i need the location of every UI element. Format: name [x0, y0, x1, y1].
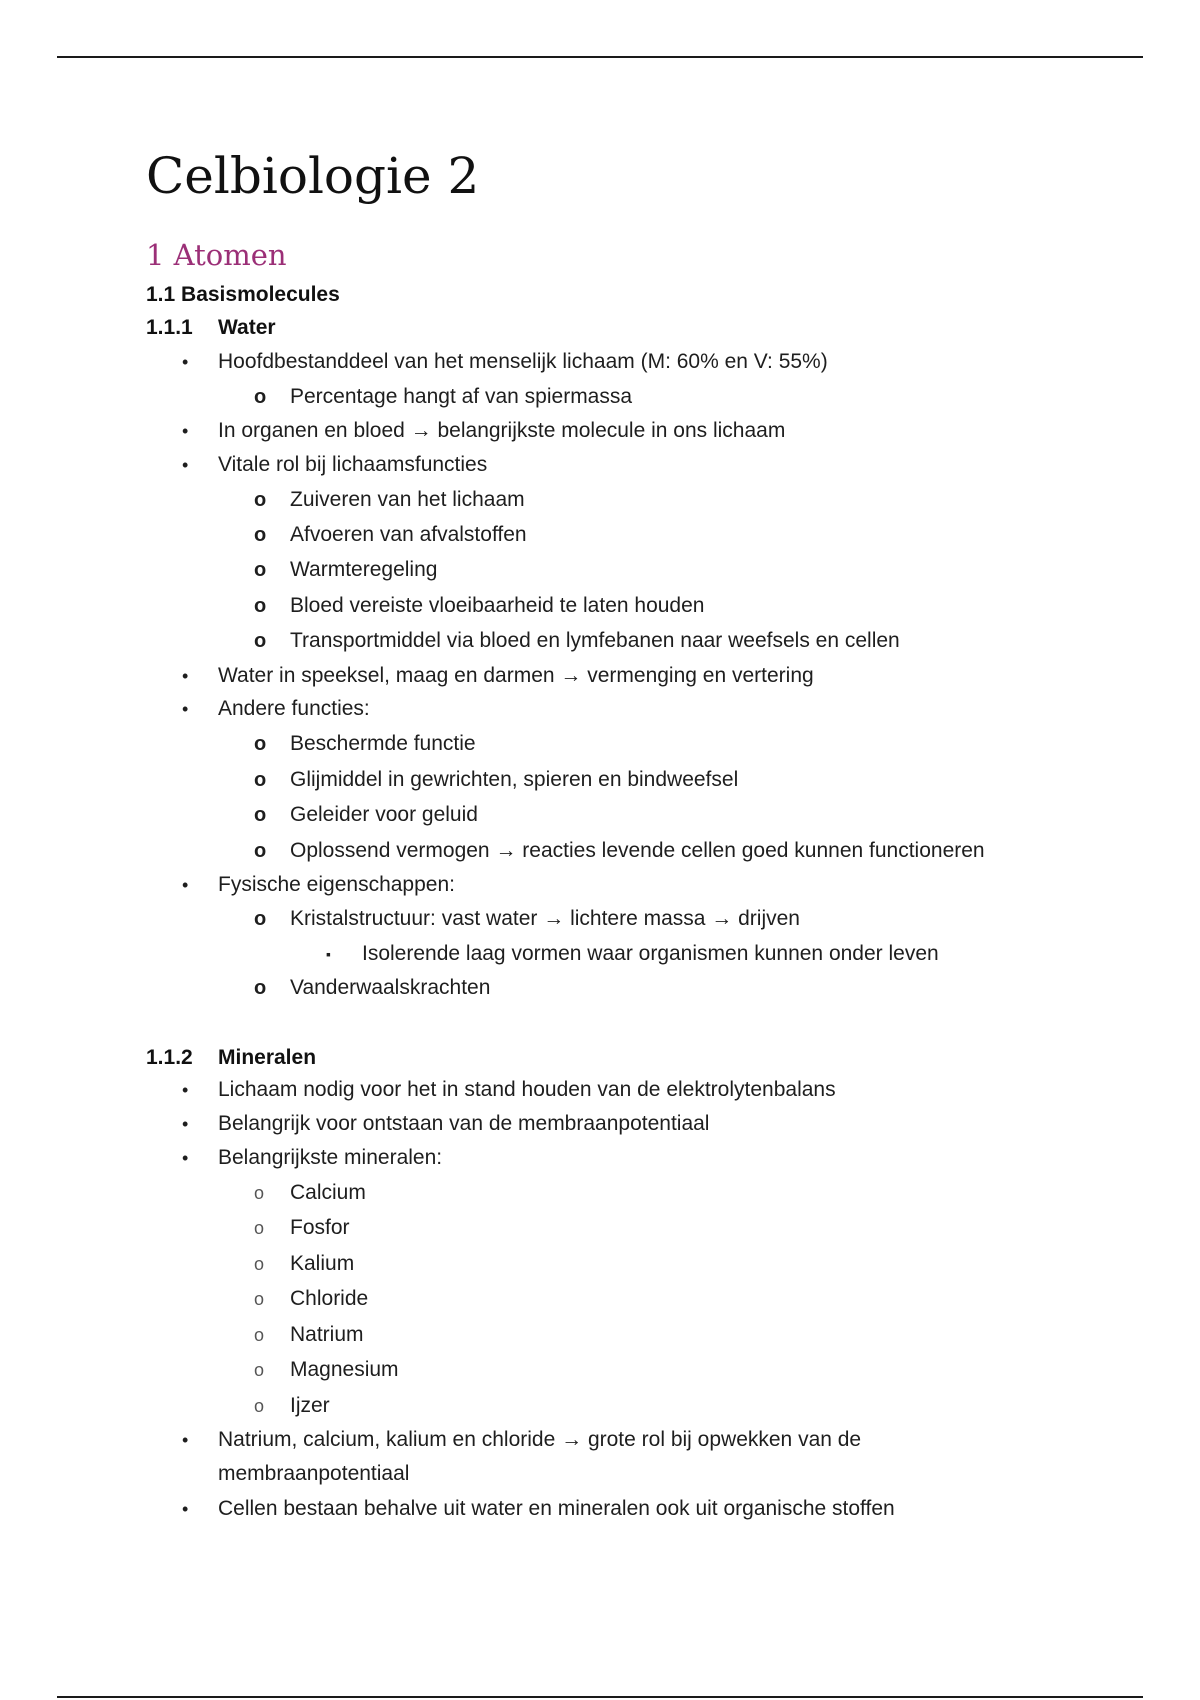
circle-bullet-icon: o — [254, 386, 267, 408]
circle-bullet-icon: o — [254, 1289, 265, 1309]
section-heading: 1.1 Basismolecules — [146, 283, 340, 306]
circle-bullet-icon: o — [254, 733, 267, 755]
circle-bullet-icon: o — [254, 559, 267, 581]
circle-bullet-icon: o — [254, 489, 267, 511]
bullet-icon: • — [182, 421, 189, 441]
bullet-icon: • — [182, 699, 189, 719]
subsection-heading-mineralen — [146, 1044, 316, 1072]
circle-bullet-icon: o — [254, 1183, 265, 1203]
circle-bullet-icon: o — [254, 1325, 265, 1345]
subsection-heading-water — [146, 314, 276, 342]
subsection-number: 1.1.1 — [146, 316, 193, 339]
bullet-icon: • — [182, 1499, 189, 1519]
circle-bullet-icon: o — [254, 595, 267, 617]
bullet-icon: • — [182, 1430, 189, 1450]
circle-bullet-icon: o — [254, 1218, 265, 1238]
footer-rule — [57, 1696, 1143, 1698]
circle-bullet-icon: o — [254, 908, 267, 930]
circle-bullet-icon: o — [254, 1254, 265, 1274]
bullet-icon: • — [182, 875, 189, 895]
circle-bullet-icon: o — [254, 840, 267, 862]
bullet-icon: • — [182, 1114, 189, 1134]
bullet-icon: • — [182, 1080, 189, 1100]
circle-bullet-icon: o — [254, 804, 267, 826]
document-title: Celbiologie 2 — [146, 147, 480, 205]
bullet-icon: • — [182, 666, 189, 686]
circle-bullet-icon: o — [254, 524, 267, 546]
circle-bullet-icon: o — [254, 1360, 265, 1380]
circle-bullet-icon: o — [254, 977, 267, 999]
subsection-number: 1.1.2 — [146, 1046, 193, 1069]
bullet-icon: • — [182, 455, 189, 475]
bullet-icon: • — [182, 1148, 189, 1168]
circle-bullet-icon: o — [254, 630, 267, 652]
chapter-heading: 1 Atomen — [146, 238, 287, 272]
header-rule — [57, 56, 1143, 58]
square-bullet-icon: ▪ — [326, 946, 331, 962]
bullet-icon: • — [182, 352, 189, 372]
circle-bullet-icon: o — [254, 769, 267, 791]
subsection-title: Water — [218, 316, 276, 339]
circle-bullet-icon: o — [254, 1396, 265, 1416]
subsection-title: Mineralen — [218, 1046, 317, 1069]
